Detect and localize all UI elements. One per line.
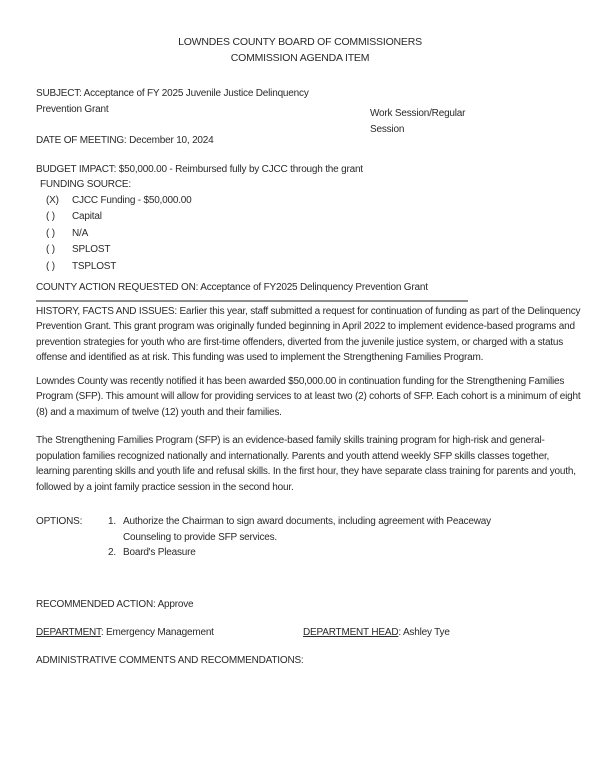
department-head-field [303,625,450,641]
funding-option-na [46,226,584,243]
recommended-action: RECOMMENDED ACTION: Approve [36,598,194,610]
session-type: Work Session/Regular Session [370,108,466,135]
date-of-meeting: DATE OF MEETING: December 10, 2024 [36,135,214,146]
history-paragraph-3: The Strengthening Families Program (SFP) is an evidence-based family skills training program for high-risk and general-population families recognized nationally and internationally. Parents and youth attend weekly SFP skills classes together, learning parenting skills and youth life and refusal skills. In the first hour, they have separate class training for parents and youth, followed by a joint family practice session in the second hour. [36,435,576,493]
department-row [36,625,584,641]
options-section [36,514,584,561]
options-label: OPTIONS: [36,516,83,527]
funding-option-label: Capital [72,211,102,222]
checkbox-mark-unchecked: ( ) [46,227,55,239]
department-field [36,625,303,641]
department-head-label: DEPARTMENT HEAD [303,627,399,638]
department-head-value: : Ashley Tye [398,627,450,638]
funding-option-cjcc [46,193,584,210]
funding-option-label: TSPLOST [72,260,117,272]
funding-option-capital [46,209,584,226]
subject-line: SUBJECT: Acceptance of FY 2025 Juvenile Justice Delinquency Prevention Grant [36,88,309,115]
checkbox-mark-unchecked: ( ) [46,244,55,255]
funding-option-label: CJCC Funding - $50,000.00 [72,194,192,206]
option-text: Authorize the Chairman to sign award documents, including agreement with Peaceway Counseling to provide SFP services. [123,516,491,543]
option-number: 1. [108,516,116,527]
funding-source-label: FUNDING SOURCE: [40,179,131,190]
options-list [108,514,538,561]
funding-option-label: SPLOST [72,244,111,255]
checkbox-mark-checked: (X) [46,194,59,206]
department-label: DEPARTMENT [36,627,101,638]
department-value: : Emergency Management [100,627,214,638]
history-paragraph-2: Lowndes County was recently notified it has been awarded $50,000.00 in continuation funding for the Strengthening Families Program (SFP). This amount will allow for providing services to at least two (2) cohorts of SFP. Each cohort is a minimum of eight (8) and a maximum of twelve (12) youth and their families. [36,375,581,418]
checkbox-mark-unchecked: ( ) [46,211,55,222]
org-title: LOWNDES COUNTY BOARD OF COMMISSIONERS [178,36,422,48]
doc-title: COMMISSION AGENDA ITEM [230,52,370,64]
document-header [36,34,564,66]
administrative-comments: ADMINISTRATIVE COMMENTS AND RECOMMENDATIONS: [36,654,304,666]
checkbox-mark-unchecked: ( ) [46,260,55,272]
county-action-requested: COUNTY ACTION REQUESTED ON: Acceptance of FY2025 Delinquency Prevention Grant [36,280,468,302]
funding-source-list [36,193,584,276]
funding-option-tsplost [46,259,584,276]
history-paragraph-1: HISTORY, FACTS AND ISSUES: Earlier this year, staff submitted a request for continuation of funding as part of the Delinquency Prevention Grant. This grant program was originally funded beginning in April 2022 to implement evidence-based programs and prevention strategies for youth who are first-time offenders, diverted from the juvenile justice system, or charged with a status offense and identified as at risk. This funding was used to implement the Strengthening Families Program. [36,305,581,363]
funding-option-splost [46,242,584,259]
option-number: 2. [108,547,116,558]
budget-impact: BUDGET IMPACT: $50,000.00 - Reimbursed fully by CJCC through the grant [36,163,363,175]
option-item-1 [108,514,538,545]
option-text: Board's Pleasure [123,547,196,558]
funding-option-label: N/A [72,227,89,239]
option-item-2 [108,545,538,561]
